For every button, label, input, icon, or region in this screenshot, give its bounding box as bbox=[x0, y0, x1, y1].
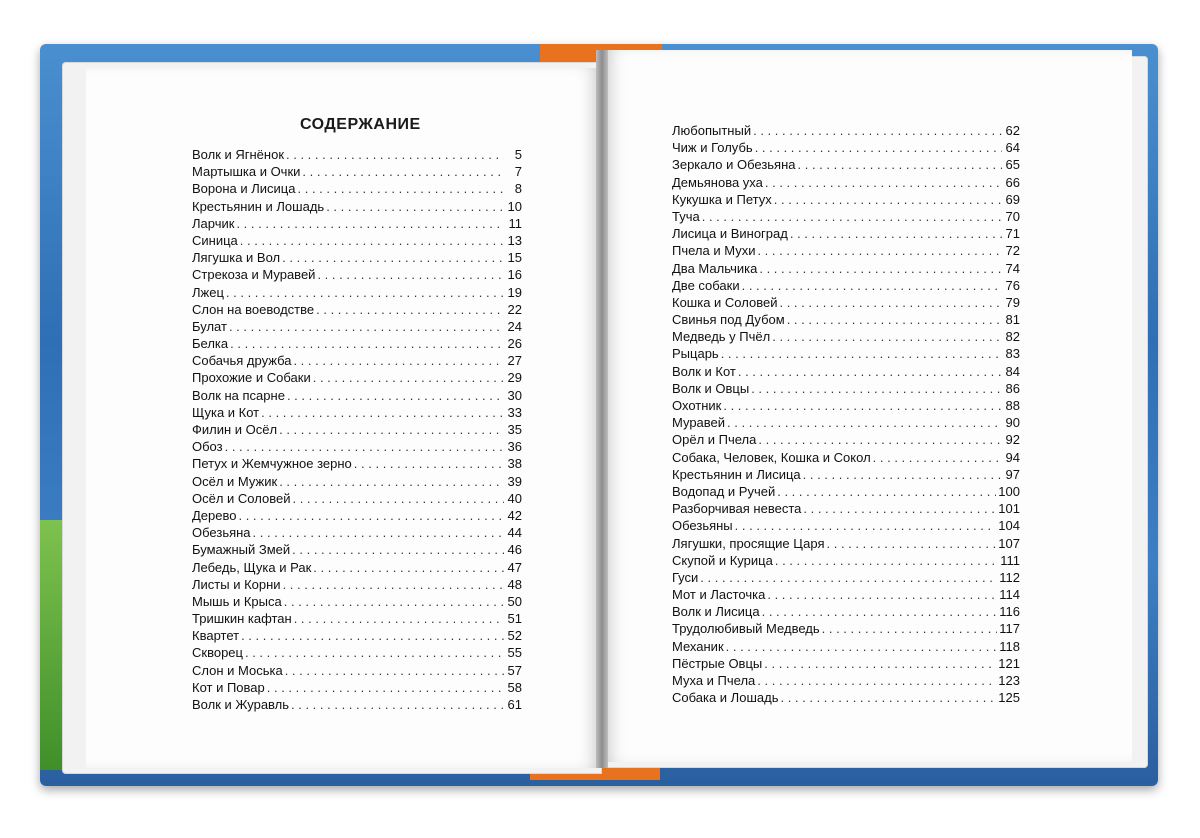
toc-entry-page: 40 bbox=[507, 490, 522, 506]
toc-leader-dots bbox=[751, 380, 1002, 397]
toc-entry-page: 33 bbox=[507, 404, 522, 420]
toc-entry-page: 55 bbox=[507, 645, 522, 661]
toc-entry-title: Охотник bbox=[672, 398, 722, 413]
toc-entry-page: 27 bbox=[507, 353, 522, 369]
toc-entry bbox=[672, 483, 1020, 500]
toc-entry bbox=[672, 363, 1020, 380]
toc-entry-page: 69 bbox=[1005, 191, 1020, 207]
toc-entry bbox=[192, 249, 522, 266]
toc-entry-page: 52 bbox=[507, 628, 522, 644]
toc-entry bbox=[192, 610, 522, 627]
toc-leader-dots bbox=[753, 122, 1002, 139]
toc-entry-page: 65 bbox=[1005, 157, 1020, 173]
toc-entry-title: Собака, Человек, Кошка и Сокол bbox=[672, 449, 871, 465]
toc-entry-title: Водопад и Ручей bbox=[672, 483, 776, 499]
toc-entry-title: Осёл и Соловей bbox=[192, 490, 291, 506]
toc-entry-page: 88 bbox=[1005, 398, 1020, 413]
toc-leader-dots bbox=[762, 603, 998, 620]
toc-entry bbox=[672, 242, 1020, 259]
toc-entry bbox=[672, 535, 1020, 552]
toc-entry-page: 29 bbox=[507, 370, 522, 386]
toc-entry-page: 22 bbox=[507, 301, 522, 317]
toc-leader-dots bbox=[775, 552, 998, 569]
toc-entry-title: Волк и Ягнёнок bbox=[192, 147, 285, 162]
toc-list-right bbox=[672, 122, 1020, 706]
toc-entry-title: Слон и Моська bbox=[192, 662, 283, 678]
toc-leader-dots bbox=[286, 146, 504, 163]
toc-leader-dots bbox=[757, 242, 1002, 259]
toc-entry-title: Механик bbox=[672, 638, 724, 654]
toc-entry-page: 111 bbox=[1000, 552, 1020, 568]
toc-leader-dots bbox=[354, 455, 504, 472]
toc-leader-dots bbox=[779, 294, 1002, 311]
toc-leader-dots bbox=[702, 208, 1002, 225]
toc-leader-dots bbox=[316, 301, 504, 318]
toc-entry bbox=[672, 466, 1020, 483]
toc-entry bbox=[192, 679, 522, 696]
toc-entry-page: 100 bbox=[998, 483, 1020, 499]
toc-entry-title: Медведь у Пчёл bbox=[672, 329, 771, 345]
toc-leader-dots bbox=[238, 507, 504, 524]
toc-entry-page: 72 bbox=[1005, 243, 1020, 259]
toc-leader-dots bbox=[765, 174, 1002, 191]
toc-entry-page: 15 bbox=[507, 250, 522, 266]
toc-entry-title: Обезьяна bbox=[192, 525, 251, 541]
toc-leader-dots bbox=[285, 662, 504, 679]
toc-entry-title: Муха и Пчела bbox=[672, 673, 756, 688]
toc-entry bbox=[672, 311, 1020, 328]
toc-entry bbox=[672, 603, 1020, 620]
toc-entry-title: Скупой и Курица bbox=[672, 552, 773, 568]
toc-entry bbox=[192, 507, 522, 524]
toc-entry-page: 101 bbox=[998, 501, 1020, 517]
toc-entry-title: Мартышка и Очки bbox=[192, 164, 301, 180]
toc-leader-dots bbox=[758, 431, 1002, 448]
toc-entry-page: 5 bbox=[514, 147, 522, 162]
toc-entry bbox=[672, 208, 1020, 225]
toc-entry-page: 71 bbox=[1005, 226, 1020, 242]
toc-entry-title: Гуси bbox=[672, 569, 699, 585]
toc-entry bbox=[672, 294, 1020, 311]
toc-entry-page: 121 bbox=[998, 655, 1020, 671]
toc-entry bbox=[192, 387, 522, 404]
toc-entry-page: 84 bbox=[1005, 363, 1020, 379]
toc-entry bbox=[672, 345, 1020, 362]
toc-leader-dots bbox=[827, 535, 997, 552]
toc-leader-dots bbox=[727, 414, 1002, 431]
toc-leader-dots bbox=[226, 284, 504, 301]
toc-entry-page: 36 bbox=[507, 439, 522, 455]
toc-entry bbox=[192, 490, 522, 507]
toc-entry-title: Петух и Жемчужное зерно bbox=[192, 456, 352, 472]
toc-entry-title: Скворец bbox=[192, 645, 243, 661]
toc-leader-dots bbox=[822, 620, 998, 637]
toc-entry-page: 58 bbox=[507, 679, 522, 695]
toc-entry-title: Ворона и Лисица bbox=[192, 181, 296, 197]
toc-entry-page: 81 bbox=[1005, 312, 1020, 328]
toc-leader-dots bbox=[313, 559, 504, 576]
toc-leader-dots bbox=[755, 139, 1002, 156]
toc-entry-title: Обоз bbox=[192, 439, 223, 455]
toc-leader-dots bbox=[283, 576, 504, 593]
toc-entry bbox=[192, 146, 522, 163]
toc-entry-page: 125 bbox=[998, 690, 1020, 706]
toc-leader-dots bbox=[261, 404, 504, 421]
toc-entry-title: Булат bbox=[192, 318, 227, 334]
toc-entry-page: 123 bbox=[998, 673, 1020, 688]
toc-entry-title: Разборчивая невеста bbox=[672, 501, 802, 517]
toc-entry-page: 10 bbox=[507, 198, 522, 214]
toc-entry bbox=[672, 277, 1020, 294]
toc-entry-page: 70 bbox=[1005, 208, 1020, 224]
toc-entry bbox=[192, 180, 522, 197]
toc-leader-dots bbox=[735, 517, 997, 534]
toc-entry bbox=[192, 198, 522, 215]
toc-leader-dots bbox=[726, 638, 998, 655]
toc-leader-dots bbox=[240, 232, 504, 249]
book-spine-gutter bbox=[596, 50, 608, 768]
toc-entry-page: 11 bbox=[508, 215, 522, 231]
toc-leader-dots bbox=[780, 689, 996, 706]
toc-entry-page: 97 bbox=[1005, 466, 1020, 482]
toc-entry bbox=[192, 352, 522, 369]
toc-entry-page: 90 bbox=[1005, 415, 1020, 431]
toc-leader-dots bbox=[279, 473, 504, 490]
toc-entry-page: 66 bbox=[1005, 174, 1020, 190]
toc-entry-title: Дерево bbox=[192, 507, 237, 523]
toc-entry-title: Собака и Лошадь bbox=[672, 690, 779, 706]
toc-entry-title: Зеркало и Обезьяна bbox=[672, 157, 796, 173]
toc-entry-page: 7 bbox=[514, 164, 522, 180]
toc-entry bbox=[192, 266, 522, 283]
toc-leader-dots bbox=[790, 225, 1002, 242]
toc-entry-title: Кукушка и Петух bbox=[672, 191, 772, 207]
toc-entry-title: Трудолюбивый Медведь bbox=[672, 621, 820, 637]
toc-leader-dots bbox=[723, 397, 1002, 414]
toc-entry bbox=[192, 301, 522, 318]
toc-leader-dots bbox=[298, 180, 505, 197]
toc-leader-dots bbox=[700, 569, 997, 586]
toc-entry bbox=[192, 335, 522, 352]
toc-entry-title: Волк и Кот bbox=[672, 363, 736, 379]
toc-entry bbox=[192, 438, 522, 455]
toc-leader-dots bbox=[284, 593, 504, 610]
toc-entry-page: 114 bbox=[999, 587, 1020, 603]
toc-entry-title: Собачья дружба bbox=[192, 353, 292, 369]
toc-entry-page: 47 bbox=[507, 559, 522, 575]
toc-entry-page: 64 bbox=[1005, 140, 1020, 156]
toc-entry-page: 86 bbox=[1005, 380, 1020, 396]
toc-entry-title: Стрекоза и Муравей bbox=[192, 267, 316, 283]
toc-leader-dots bbox=[292, 541, 504, 558]
toc-entry-title: Синица bbox=[192, 232, 238, 248]
toc-leader-dots bbox=[245, 644, 504, 661]
toc-entry-title: Осёл и Мужик bbox=[192, 473, 278, 489]
toc-entry-title: Кошка и Соловей bbox=[672, 294, 778, 310]
toc-entry bbox=[192, 559, 522, 576]
toc-entry bbox=[672, 449, 1020, 466]
toc-leader-dots bbox=[291, 696, 504, 713]
toc-entry bbox=[192, 473, 522, 490]
toc-entry-page: 62 bbox=[1005, 123, 1020, 138]
toc-entry bbox=[192, 404, 522, 421]
toc-entry-title: Мот и Ласточка bbox=[672, 587, 766, 603]
toc-entry-title: Щука и Кот bbox=[192, 404, 260, 420]
toc-entry-page: 13 bbox=[507, 232, 522, 248]
toc-entry bbox=[192, 644, 522, 661]
toc-entry-page: 83 bbox=[1005, 346, 1020, 362]
toc-entry-page: 79 bbox=[1005, 294, 1020, 310]
toc-entry-page: 112 bbox=[999, 569, 1020, 585]
toc-leader-dots bbox=[294, 610, 504, 627]
toc-entry-title: Пёстрые Овцы bbox=[672, 655, 763, 671]
toc-entry-page: 76 bbox=[1005, 277, 1020, 293]
toc-entry-title: Орёл и Пчела bbox=[672, 432, 757, 448]
toc-leader-dots bbox=[292, 490, 504, 507]
toc-entry bbox=[192, 576, 522, 593]
toc-entry-page: 104 bbox=[998, 518, 1020, 534]
toc-entry-page: 57 bbox=[507, 662, 522, 678]
toc-entry-title: Чиж и Голубь bbox=[672, 140, 753, 156]
toc-entry-page: 16 bbox=[507, 267, 522, 283]
toc-entry-title: Туча bbox=[672, 208, 700, 224]
toc-entry-title: Крестьянин и Лисица bbox=[672, 466, 801, 482]
toc-entry-title: Лягушки, просящие Царя bbox=[672, 535, 825, 551]
toc-entry-title: Мышь и Крыса bbox=[192, 593, 282, 609]
toc-entry-title: Бумажный Змей bbox=[192, 542, 291, 558]
toc-entry-title: Ларчик bbox=[192, 215, 235, 231]
toc-entry bbox=[192, 232, 522, 249]
toc-entry-page: 42 bbox=[507, 507, 522, 523]
toc-entry-title: Два Мальчика bbox=[672, 260, 758, 276]
toc-entry bbox=[672, 586, 1020, 603]
toc-entry-page: 46 bbox=[507, 542, 522, 558]
toc-entry bbox=[672, 517, 1020, 534]
toc-entry-page: 19 bbox=[507, 284, 522, 300]
toc-entry-title: Белка bbox=[192, 336, 229, 352]
toc-entry-title: Квартет bbox=[192, 628, 240, 644]
toc-entry-title: Волк и Овцы bbox=[672, 380, 750, 396]
toc-entry bbox=[192, 163, 522, 180]
toc-entry bbox=[672, 139, 1020, 156]
toc-entry-page: 107 bbox=[998, 535, 1020, 551]
toc-entry-page: 74 bbox=[1005, 260, 1020, 276]
toc-entry-title: Обезьяны bbox=[672, 518, 733, 534]
toc-entry-page: 94 bbox=[1005, 449, 1020, 465]
toc-entry-title: Рыцарь bbox=[672, 346, 719, 362]
toc-entry bbox=[672, 620, 1020, 637]
toc-leader-dots bbox=[759, 260, 1002, 277]
toc-entry bbox=[672, 500, 1020, 517]
toc-entry bbox=[672, 414, 1020, 431]
toc-entry-title: Лжец bbox=[192, 284, 224, 300]
toc-entry bbox=[672, 552, 1020, 569]
toc-entry-page: 30 bbox=[507, 387, 522, 403]
toc-entry-page: 24 bbox=[507, 318, 522, 334]
toc-leader-dots bbox=[267, 679, 504, 696]
toc-entry bbox=[672, 569, 1020, 586]
toc-leader-dots bbox=[742, 277, 1002, 294]
toc-entry bbox=[672, 431, 1020, 448]
toc-entry-page: 117 bbox=[999, 621, 1020, 637]
toc-entry-page: 35 bbox=[507, 422, 522, 437]
toc-leader-dots bbox=[803, 466, 1002, 483]
toc-entry-page: 8 bbox=[514, 181, 522, 197]
toc-entry-title: Тришкин кафтан bbox=[192, 611, 292, 627]
contents-heading: СОДЕРЖАНИЕ bbox=[300, 116, 421, 133]
toc-entry-page: 51 bbox=[507, 611, 522, 627]
toc-entry-title: Прохожие и Собаки bbox=[192, 370, 311, 386]
toc-leader-dots bbox=[774, 191, 1002, 208]
toc-leader-dots bbox=[738, 363, 1002, 380]
toc-entry-title: Лебедь, Щука и Рак bbox=[192, 559, 312, 575]
toc-entry-title: Две собаки bbox=[672, 277, 740, 293]
toc-entry-title: Пчела и Мухи bbox=[672, 243, 756, 259]
toc-entry-title: Любопытный bbox=[672, 123, 752, 138]
toc-leader-dots bbox=[757, 672, 996, 689]
toc-leader-dots bbox=[764, 655, 996, 672]
toc-entry bbox=[672, 672, 1020, 689]
toc-entry-page: 50 bbox=[507, 593, 522, 609]
toc-entry-title: Демьянова уха bbox=[672, 174, 763, 190]
toc-leader-dots bbox=[767, 586, 997, 603]
toc-entry bbox=[672, 638, 1020, 655]
toc-list-left bbox=[192, 146, 522, 713]
toc-entry-title: Крестьянин и Лошадь bbox=[192, 198, 325, 214]
toc-entry-title: Волк на псарне bbox=[192, 387, 285, 403]
toc-entry-title: Кот и Повар bbox=[192, 679, 265, 695]
toc-entry bbox=[192, 455, 522, 472]
toc-entry bbox=[192, 524, 522, 541]
toc-entry bbox=[192, 696, 522, 713]
toc-entry-title: Волк и Лисица bbox=[672, 604, 760, 620]
toc-leader-dots bbox=[293, 352, 504, 369]
toc-entry-page: 39 bbox=[507, 473, 522, 489]
toc-entry-page: 44 bbox=[507, 525, 522, 541]
toc-leader-dots bbox=[326, 198, 504, 215]
toc-leader-dots bbox=[229, 318, 504, 335]
toc-leader-dots bbox=[282, 249, 504, 266]
toc-entry bbox=[192, 284, 522, 301]
toc-entry bbox=[672, 689, 1020, 706]
toc-entry bbox=[192, 318, 522, 335]
toc-entry-title: Свинья под Дубом bbox=[672, 312, 785, 328]
toc-entry bbox=[192, 215, 522, 232]
toc-leader-dots bbox=[302, 163, 504, 180]
toc-entry bbox=[672, 122, 1020, 139]
toc-entry-title: Лягушка и Вол bbox=[192, 250, 281, 266]
toc-entry bbox=[192, 627, 522, 644]
toc-entry-page: 38 bbox=[507, 456, 522, 472]
toc-leader-dots bbox=[798, 156, 1003, 173]
toc-leader-dots bbox=[803, 500, 996, 517]
toc-entry-title: Муравей bbox=[672, 415, 726, 431]
toc-entry-title: Листы и Корни bbox=[192, 576, 281, 592]
toc-entry bbox=[192, 369, 522, 386]
toc-entry bbox=[672, 260, 1020, 277]
toc-entry-page: 48 bbox=[507, 576, 522, 592]
toc-entry bbox=[672, 156, 1020, 173]
toc-entry bbox=[672, 397, 1020, 414]
toc-leader-dots bbox=[873, 449, 1002, 466]
toc-entry bbox=[672, 380, 1020, 397]
toc-entry bbox=[192, 541, 522, 558]
toc-leader-dots bbox=[721, 345, 1002, 362]
toc-leader-dots bbox=[777, 483, 996, 500]
toc-entry bbox=[672, 191, 1020, 208]
toc-entry-page: 116 bbox=[999, 604, 1020, 620]
toc-entry bbox=[192, 662, 522, 679]
toc-leader-dots bbox=[236, 215, 504, 232]
toc-entry-title: Слон на воеводстве bbox=[192, 301, 315, 317]
toc-entry-page: 118 bbox=[999, 638, 1020, 654]
toc-entry-title: Волк и Журавль bbox=[192, 697, 290, 712]
toc-leader-dots bbox=[317, 266, 504, 283]
toc-entry bbox=[672, 174, 1020, 191]
toc-entry-title: Филин и Осёл bbox=[192, 422, 278, 437]
toc-entry bbox=[672, 225, 1020, 242]
toc-leader-dots bbox=[772, 328, 1002, 345]
toc-entry bbox=[672, 655, 1020, 672]
toc-leader-dots bbox=[313, 369, 504, 386]
toc-entry bbox=[672, 328, 1020, 345]
toc-leader-dots bbox=[279, 421, 504, 438]
toc-leader-dots bbox=[230, 335, 504, 352]
toc-entry-page: 26 bbox=[507, 336, 522, 352]
toc-entry bbox=[192, 593, 522, 610]
toc-leader-dots bbox=[787, 311, 1002, 328]
toc-entry bbox=[192, 421, 522, 438]
toc-leader-dots bbox=[253, 524, 504, 541]
toc-leader-dots bbox=[241, 627, 504, 644]
toc-leader-dots bbox=[287, 387, 504, 404]
toc-entry-page: 92 bbox=[1005, 432, 1020, 448]
toc-leader-dots bbox=[225, 438, 504, 455]
toc-entry-page: 61 bbox=[507, 697, 522, 712]
toc-entry-page: 82 bbox=[1005, 329, 1020, 345]
toc-entry-title: Лисица и Виноград bbox=[672, 226, 788, 242]
